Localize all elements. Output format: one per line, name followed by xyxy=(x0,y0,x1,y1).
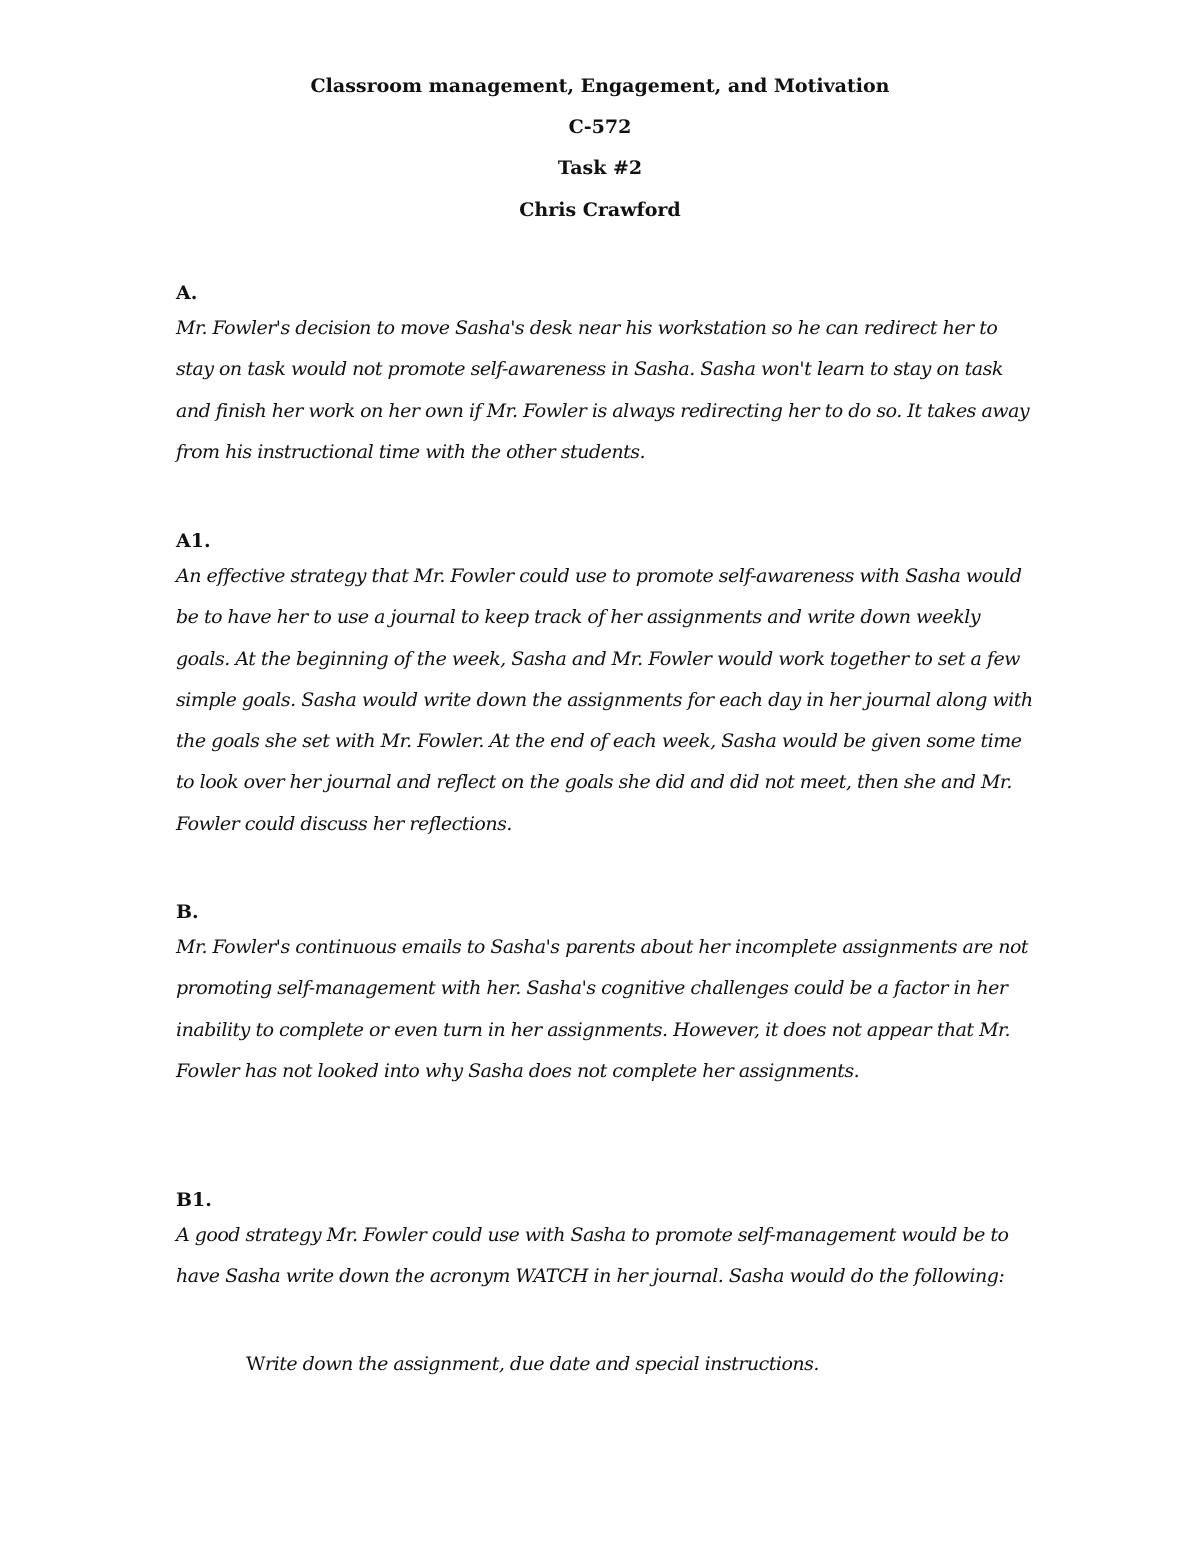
watch-item-text: rite down the assignment, due date and special instructions. xyxy=(265,1353,819,1375)
author-name: Chris Crawford xyxy=(519,199,681,221)
section-b1 xyxy=(176,1188,1036,1298)
section-a1-body: An effective strategy that Mr. Fowler could use to promote self-awareness with Sasha would be to have her to use a journal to keep track of her assignments and write down weekly goals. At the beginning of the week, Sasha and Mr. Fowler would work together to set a few simple goals. Sasha would write down the assignments for each day in her journal along with the goals she set with Mr. Fowler. At the end of each week, Sasha would be given some time to look over her journal and reflect on the goals she did and did not meet, then she and Mr. Fowler could discuss her reflections. xyxy=(176,565,1033,835)
section-b xyxy=(176,900,1036,1092)
section-a1 xyxy=(176,529,1036,845)
section-b-label: B. xyxy=(176,901,199,923)
watch-first-letter: W xyxy=(246,1353,266,1375)
section-b-body: Mr. Fowler's continuous emails to Sasha's parents about her incomplete assignments are not promoting self-management with her. Sasha's cognitive challenges could be a factor in her inability to complete or even turn in her assignments. However, it does not appear that Mr. Fowler has not looked into why Sasha does not complete her assignments. xyxy=(176,936,1029,1082)
document-title: Classroom management, Engagement, and Motivation xyxy=(310,75,890,97)
course-code: C-572 xyxy=(568,116,632,138)
task-number: Task #2 xyxy=(557,157,643,179)
section-a xyxy=(176,281,1036,473)
section-b1-body: A good strategy Mr. Fowler could use with Sasha to promote self-management would be to have Sasha write down the acronym WATCH in her journal. Sasha would do the following: xyxy=(176,1224,1009,1288)
section-a1-label: A1. xyxy=(176,530,211,552)
section-b1-label: B1. xyxy=(176,1189,212,1211)
watch-list-item-w xyxy=(246,1344,819,1385)
section-a-label: A. xyxy=(176,282,198,304)
section-a-body: Mr. Fowler's decision to move Sasha's desk near his workstation so he can redirect her to stay on task would not promote self-awareness in Sasha. Sasha won't learn to stay on task and finish her work on her own if Mr. Fowler is always redirecting her to do so. It takes away from his instructional time with the other students. xyxy=(176,317,1030,463)
